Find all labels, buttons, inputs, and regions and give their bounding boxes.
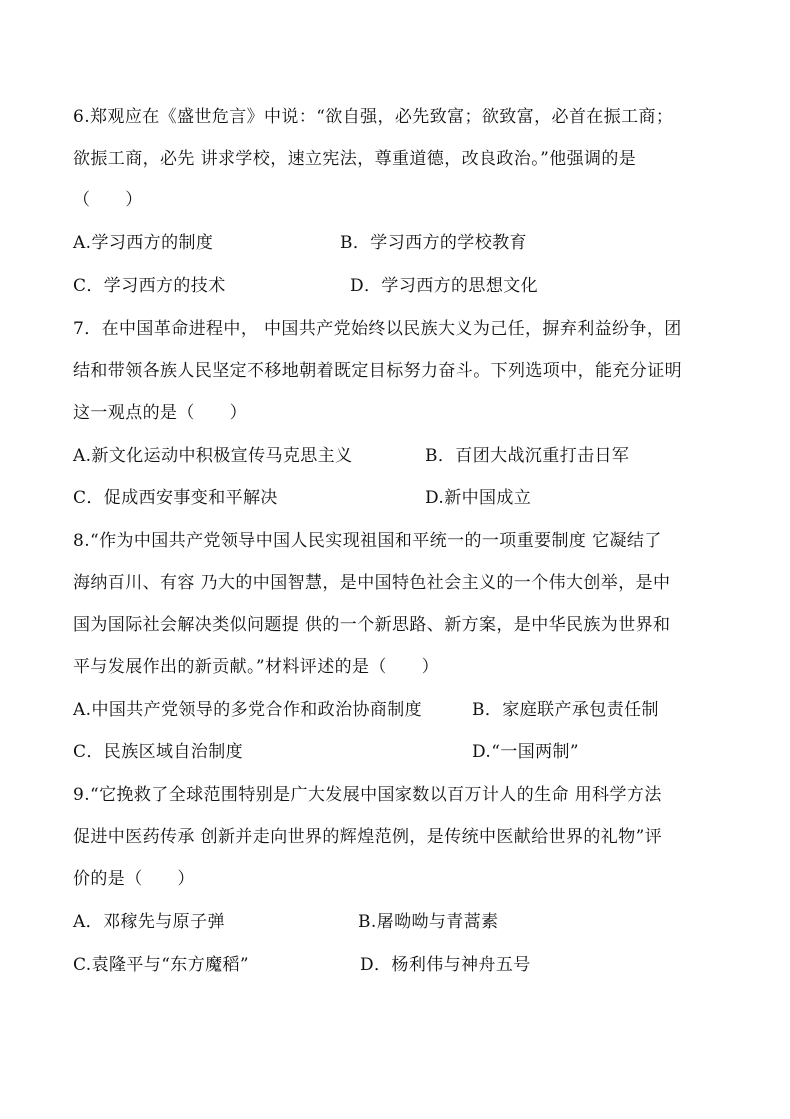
question-6-stem-line-2: 欲振工商，必先 讲求学校，速立宪法，尊重道德，改良政治。”他强调的是 — [73, 149, 637, 169]
question-8-stem-line-4: 平与发展作出的新贡献。”材料评述的是（ ） — [73, 657, 439, 677]
question-8-stem-line-1: 8.“作为中国共产党领导中国人民实现祖国和平统一的一项重要制度 它凝结了 — [73, 531, 662, 551]
question-9-stem-line-1: 9.“它挽救了全球范围特别是广大发展中国家数以百万计人的生命 用科学方法 — [73, 785, 662, 805]
question-9-stem-line-2: 促进中医药传承 创新并走向世界的辉煌范例，是传统中医献给世界的礼物”评 — [73, 827, 663, 847]
question-8-stem-line-2: 海纳百川、有容 乃大的中国智慧，是中国特色社会主义的一个伟大创举，是中 — [73, 573, 671, 593]
question-6-answer-blank: （ ） — [73, 190, 143, 210]
question-7-stem-line-1: 7．在中国革命进程中， 中国共产党始终以民族大义为己任，摒弃利益纷争，团 — [73, 319, 682, 339]
question-8-option-a: A.中国共产党领导的多党合作和政治协商制度 — [73, 700, 423, 720]
question-7-stem-line-3: 这一观点的是（ ） — [73, 403, 247, 423]
question-7-option-a: A.新文化运动中积极宣传马克思主义 — [73, 446, 353, 466]
question-9-option-c: C.袁隆平与“东方魔稻” — [73, 955, 249, 975]
question-7-option-c: C．促成西安事变和平解决 — [73, 488, 278, 508]
question-9-option-d: D．杨利伟与神舟五号 — [360, 955, 531, 975]
question-8-option-c: C．民族区域自治制度 — [73, 742, 244, 762]
question-8-stem-line-3: 国为国际社会解决类似问题提 供的一个新思路、新方案，是中华民族为世界和 — [73, 615, 671, 635]
question-6-option-a: A.学习西方的制度 — [73, 233, 214, 253]
question-9-option-a: A．邓稼先与原子弹 — [73, 912, 225, 932]
question-8-option-d: D.“一国两制” — [472, 742, 580, 762]
question-9-stem-line-3: 价的是（ ） — [73, 869, 195, 889]
question-7-option-b: B．百团大战沉重打击日军 — [425, 446, 630, 466]
question-8-option-b: B．家庭联产承包责任制 — [472, 700, 659, 720]
question-6-option-d: D．学习西方的思想文化 — [350, 276, 539, 296]
question-9-option-b: B.屠呦呦与青蒿素 — [358, 912, 499, 932]
question-6-stem-line-1: 6.郑观应在《盛世危言》中说：“欲自强，必先致富；欲致富，必首在振工商； — [73, 107, 674, 127]
question-6-option-b: B．学习西方的学校教育 — [340, 233, 527, 253]
question-7-option-d: D.新中国成立 — [425, 488, 532, 508]
question-6-option-c: C．学习西方的技术 — [73, 276, 226, 296]
question-7-stem-line-2: 结和带领各族人民坚定不移地朝着既定目标努力奋斗。下列选项中，能充分证明 — [73, 361, 682, 381]
